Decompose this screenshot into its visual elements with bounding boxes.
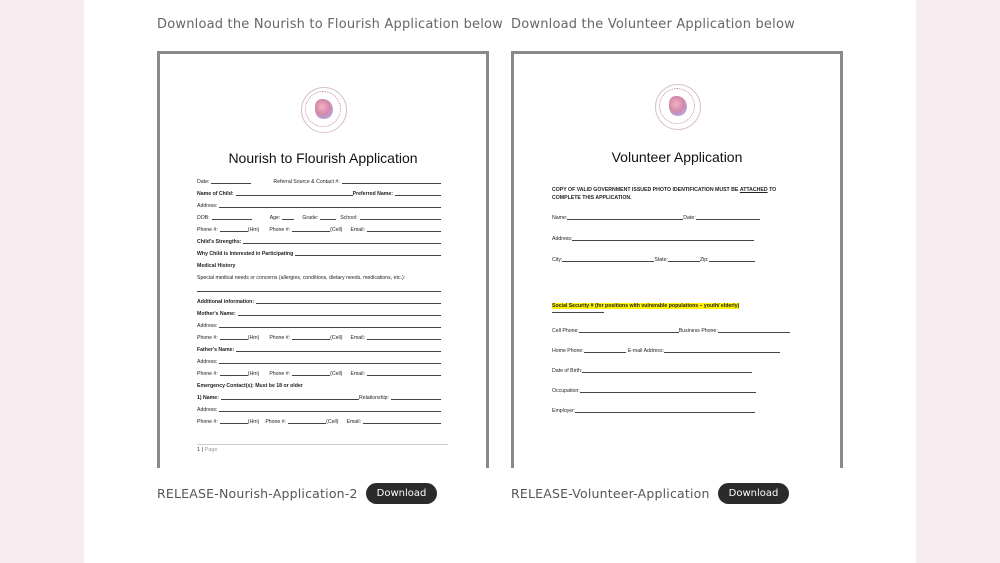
volunteer-form-fields: COPY OF VALID GOVERNMENT ISSUED PHOTO IDENTIFICATION MUST BE ATTACHED TO COMPLETE THIS APPLICATION. Name: Date: Address: City: State: Zip: Social Security # (for positions with vulnerable populations – youth/ elderly) Cell Phone: Business Phone: Home Phone: E-mail Address: Date of Birth: Occupation: Employer:	[552, 187, 800, 414]
volunteer-file-name[interactable]: RELEASE-Volunteer-Application	[511, 486, 710, 501]
volunteer-file-row	[511, 483, 789, 504]
release-logo	[301, 87, 347, 133]
nourish-file-row	[157, 483, 437, 504]
volunteer-application-preview[interactable]	[511, 51, 843, 468]
nourish-doc-title: Nourish to Flourish Application	[228, 150, 418, 166]
content-area	[84, 0, 916, 563]
nourish-download-button[interactable]: Download	[366, 483, 438, 504]
nourish-footer-rule	[197, 444, 448, 445]
nourish-application-preview[interactable]	[157, 51, 489, 468]
nourish-heading: Download the Nourish to Flourish Application below	[157, 17, 504, 32]
nourish-page-footer: 1 | Page	[197, 447, 218, 453]
volunteer-doc-title: Volunteer Application	[611, 149, 743, 165]
nourish-file-name[interactable]: RELEASE-Nourish-Application-2	[157, 486, 358, 501]
volunteer-heading: Download the Volunteer Application below	[511, 17, 795, 32]
nourish-form-fields: Date: Referral Source & Contact #: Name of Child: Preferred Name: Address: DOB: Age: Grade: School: Phone #: (Hm) Phone #: (Cell) Email: Child's Strengths: Why Child is Interested in Participating Medical History Special medical needs or concerns (allergies, conditions, dietary needs, medications, etc.): Additional information: Mother's Name: Address: Phone #: (Hm) Phone #: (Cell) Email: Father's Name: Address: Phone #: (Hm) Phone #: (Cell) Email: Emergency Contact(s): Must be 18 or older 1) Name: Relationship: Address: Phone #: (Hm) Phone #: (Cell) Email:	[197, 173, 441, 425]
release-logo	[655, 84, 701, 130]
volunteer-download-button[interactable]: Download	[718, 483, 790, 504]
